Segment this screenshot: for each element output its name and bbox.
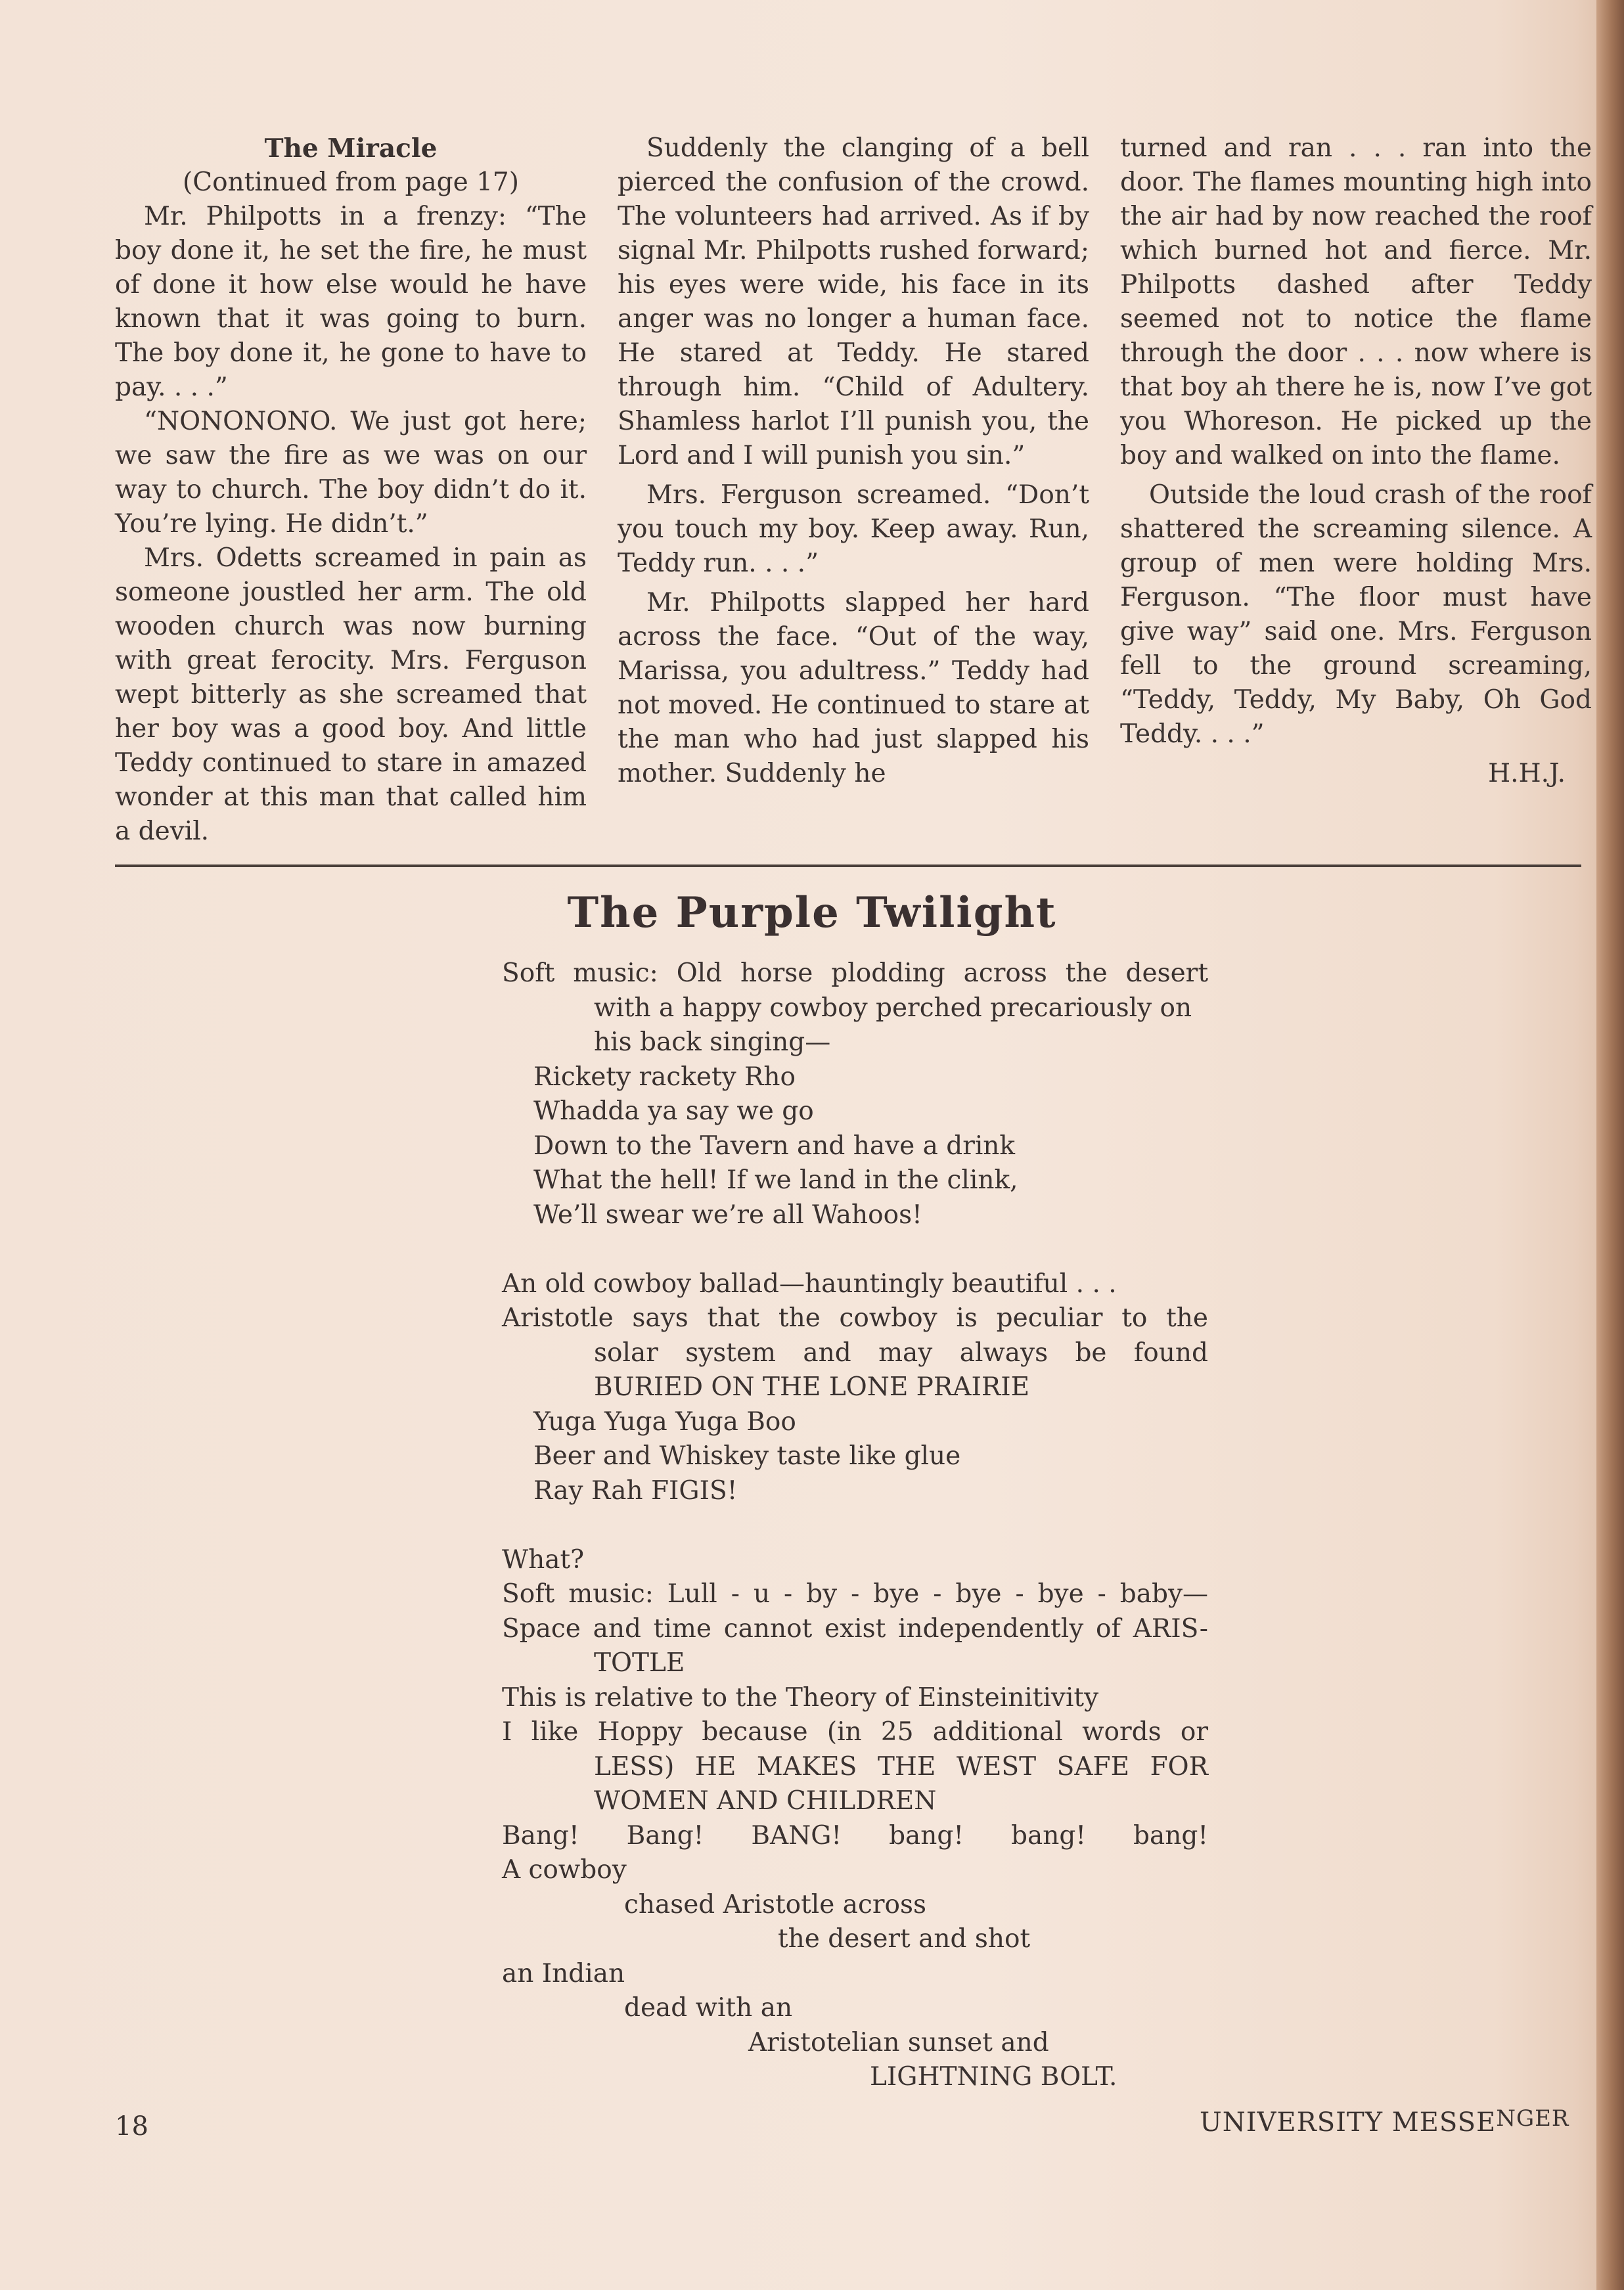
page-binding-edge — [1596, 0, 1624, 2290]
poem-line: the desert and shot — [778, 1924, 1031, 1954]
section-divider — [115, 864, 1581, 867]
poem-line: Soft music: Old horse plodding across the desert — [502, 958, 1208, 988]
publication-name-tail: NGER — [1496, 2105, 1569, 2132]
poem-line: LESS) HE MAKES THE WEST SAFE FOR — [594, 1751, 1208, 1782]
story-paragraph: turned and ran . . . ran into the door. The flames mounting high into the air had by now reached the roof which burned hot and fierce. Mr. Philpotts dashed after Teddy seemed not to notice the flame through the door . . . now where is that boy ah there he is, now I’ve got you Whoreson. He picked up the boy and walked on into the flame. — [1120, 133, 1592, 470]
poem-line: WOMEN AND CHILDREN — [594, 1786, 937, 1816]
poem-line: We’ll swear we’re all Wahoos! — [533, 1200, 922, 1230]
poem-line: Aristotelian sunset and — [748, 2027, 1049, 2057]
poem-line: Rickety rackety Rho — [533, 1062, 796, 1092]
poem-line: Soft music: Lull - u - by - bye - bye - bye - baby— — [502, 1579, 1208, 1609]
publication-name — [1200, 2107, 1569, 2138]
page-number: 18 — [115, 2111, 148, 2142]
stanza-break — [502, 1232, 1208, 1267]
story-column-1 — [115, 131, 587, 849]
story-title: The Miracle — [264, 133, 438, 164]
poem-line: Down to the Tavern and have a drink — [533, 1131, 1016, 1161]
poem-line: solar system and may always be found — [594, 1337, 1208, 1368]
poem-body — [502, 956, 1208, 2095]
story-paragraph: Outside the loud crash of the roof shattered the screaming silence. A group of men were holding Mrs. Ferguson. “The floor must have give way” said one. Mrs. Ferguson fell to the ground screaming, “Teddy, Teddy, My Baby, Oh God Teddy. . . .” — [1120, 480, 1592, 749]
story-the-miracle — [115, 131, 1592, 854]
poem-line: LIGHTNING BOLT. — [870, 2062, 1117, 2092]
story-paragraph: Suddenly the clanging of a bell pierced the confusion of the crowd. The volunteers had arrived. As if by signal Mr. Philpotts rushed forward; his eyes were wide, his face in its anger was no longer a human face. He stared at Teddy. He stared through him. “Child of Adultery. Shamless harlot I’ll punish you, the Lord and I will punish you sin.” — [618, 133, 1089, 470]
poem-line: an Indian — [502, 1958, 625, 1988]
poem-line: What? — [502, 1544, 585, 1575]
story-continued-note: (Continued from page 17) — [183, 168, 519, 197]
story-column-3 — [1120, 131, 1592, 791]
poem-line: his back singing— — [594, 1027, 831, 1057]
story-column-2 — [618, 131, 1089, 791]
stanza-break — [502, 1508, 1208, 1543]
poem-line: Ray Rah FIGIS! — [533, 1475, 738, 1506]
poem-line: with a happy cowboy perched precariously on — [594, 993, 1192, 1023]
poem-line: chased Aristotle across — [624, 1889, 926, 1920]
poem-line: dead with an — [624, 1993, 793, 2023]
poem-line: TOTLE — [594, 1648, 685, 1678]
story-paragraph: Mrs. Ferguson screamed. “Don’t you touch my boy. Keep away. Run, Teddy run. . . .” — [618, 480, 1089, 578]
poem-line: Space and time cannot exist independently of ARIS- — [502, 1613, 1208, 1644]
poem-line: Yuga Yuga Yuga Boo — [533, 1406, 796, 1437]
author-signature: H.H.J. — [1488, 759, 1566, 788]
poem-line: An old cowboy ballad—hauntingly beautiful . . . — [502, 1268, 1117, 1299]
poem-title: The Purple Twilight — [567, 888, 1057, 937]
poem-line: This is relative to the Theory of Einsteinitivity — [502, 1682, 1099, 1713]
story-paragraph: Mrs. Odetts screamed in pain as someone joustled her arm. The old wooden church was now burning with great ferocity. Mrs. Ferguson wept bitterly as she screamed that her boy was a good boy. And little Teddy continued to stare in amazed wonder at this man that called him a devil. — [115, 543, 587, 846]
story-paragraph: “NONONONO. We just got here; we saw the fire as we was on our way to church. The boy didn’t do it. You’re lying. He didn’t.” — [115, 407, 587, 539]
poem-line: Beer and Whiskey taste like glue — [533, 1441, 961, 1471]
publication-name-main: UNIVERSITY MESSE — [1200, 2107, 1497, 2138]
poem-line: Aristotle says that the cowboy is peculiar to the — [502, 1303, 1208, 1333]
poem-line: BURIED ON THE LONE PRAIRIE — [594, 1372, 1030, 1402]
poem-line: I like Hoppy because (in 25 additional words or — [502, 1717, 1208, 1747]
poem-line: What the hell! If we land in the clink, — [533, 1165, 1018, 1195]
poem-line: Whadda ya say we go — [533, 1096, 814, 1126]
poem-line: Bang! Bang! BANG! bang! bang! bang! — [502, 1820, 1208, 1851]
story-paragraph: Mr. Philpotts slapped her hard across the face. “Out of the way, Marissa, you adultress.” Teddy had not moved. He continued to stare at the man who had just slapped his mother. Suddenly he — [618, 588, 1089, 788]
story-paragraph: Mr. Philpotts in a frenzy: “The boy done it, he set the fire, he must of done it how else would he have known that it was going to burn. The boy done it, he gone to have to pay. . . .” — [115, 202, 587, 402]
poem-line: A cowboy — [502, 1855, 627, 1885]
